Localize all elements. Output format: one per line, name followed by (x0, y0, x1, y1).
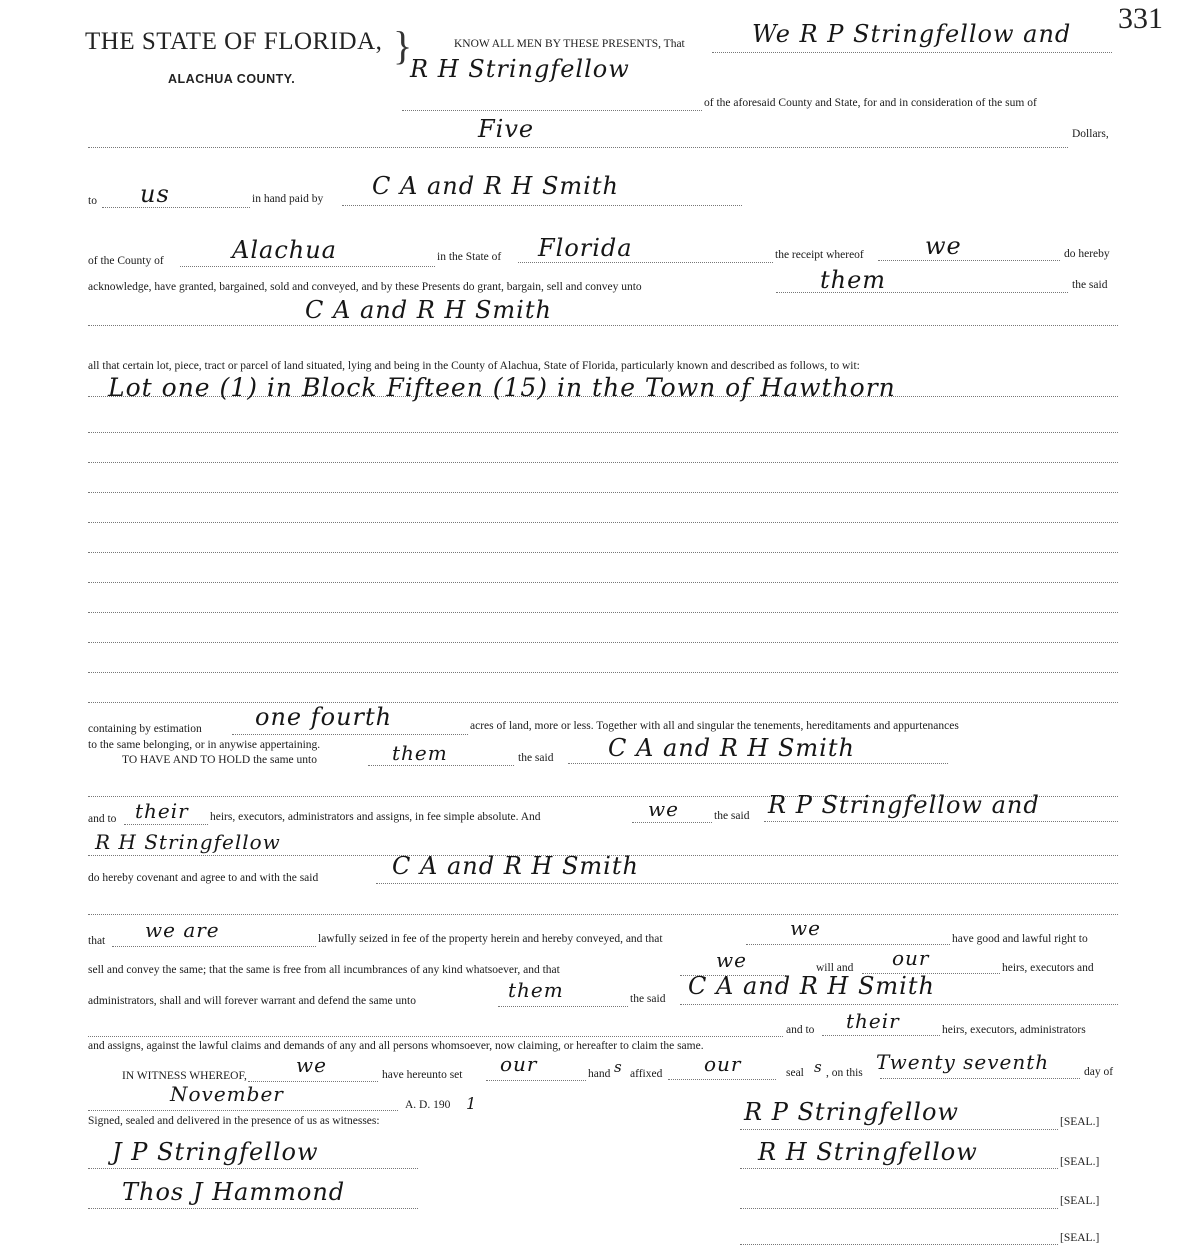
and-we-party: we (648, 797, 679, 821)
preamble: KNOW ALL MEN BY THESE PRESENTS, That (454, 38, 685, 50)
administrators-text: administrators, shall and will forever warrant and defend the same unto (88, 995, 416, 1007)
covenant-party: C A and R H Smith (392, 852, 639, 880)
our-party: our (892, 946, 930, 970)
paid-by-party: C A and R H Smith (372, 172, 619, 200)
that-will-party: we (716, 948, 747, 972)
dollars-label: Dollars, (1072, 128, 1109, 140)
paid-by-label: in hand paid by (252, 193, 324, 205)
warrant-said-party: C A and R H Smith (688, 972, 935, 1000)
witness-2: Thos J Hammond (122, 1178, 346, 1206)
said-grantors1: R P Stringfellow and (768, 791, 1040, 819)
on-this-label: , on this (826, 1067, 863, 1079)
to-have-text: TO HAVE AND TO HOLD the same unto (122, 754, 317, 766)
and-to-label: and to (88, 813, 117, 825)
day-value: Twenty seventh (876, 1050, 1050, 1074)
convey-unto-party: them (820, 266, 887, 294)
in-witness-text: IN WITNESS WHEREOF, (122, 1070, 247, 1082)
signature-1: R P Stringfellow (744, 1098, 959, 1126)
lawfully-seized-text: lawfully seized in fee of the property herein and hereby conveyed, and that (318, 933, 663, 945)
to-label: to (88, 195, 97, 207)
signature-2: R H Stringfellow (758, 1138, 978, 1166)
witness-we: we (296, 1053, 327, 1077)
to-party: us (140, 180, 170, 208)
state-value: Florida (538, 234, 633, 262)
county-title: ALACHUA COUNTY. (168, 72, 296, 86)
sell-convey-text: sell and convey the same; that the same is free from all incumbrances of any kind whatsoever, and that (88, 964, 560, 976)
seal-1: [SEAL.] (1060, 1116, 1100, 1128)
state-title: THE STATE OF FLORIDA, (85, 28, 383, 55)
receipt-party: we (925, 232, 962, 260)
county-label: of the County of (88, 255, 164, 267)
warrant-said-label: the said (630, 993, 666, 1005)
and-that-party: we (790, 916, 821, 940)
property-description: Lot one (1) in Block Fifteen (15) in the Town of Hawthorn (108, 373, 896, 402)
will-and-label: will and (816, 962, 854, 974)
that-we-are: we are (145, 918, 220, 942)
and-to-label-2: and to (786, 1024, 815, 1036)
heirs-exec-admin-text: heirs, executors, administrators (942, 1024, 1086, 1036)
witness-1: J P Stringfellow (112, 1138, 319, 1166)
acknowledge-text: acknowledge, have granted, bargained, sold and conveyed, and by these Presents do grant, bargain, sell and convey unto (88, 281, 642, 293)
heirs-exec-text: heirs, executors and (1002, 962, 1094, 974)
ad-label: A. D. 190 (405, 1099, 451, 1111)
description-intro: all that certain lot, piece, tract or parcel of land situated, lying and being in the County of Alachua, State of Florida, particularly known and described as follows, to wit: (88, 360, 860, 372)
county-value: Alachua (232, 236, 337, 264)
to-have-party: them (392, 741, 448, 765)
and-assigns-text: and assigns, against the lawful claims and demands of any and all persons whomsoever, now claiming, or hereafter to claim the same. (88, 1040, 704, 1052)
year-digit: 1 (466, 1094, 478, 1113)
sum-amount: Five (478, 115, 535, 143)
containing-label: containing by estimation (88, 723, 202, 735)
grantees-name: C A and R H Smith (305, 296, 552, 324)
seal-2: [SEAL.] (1060, 1156, 1100, 1168)
estimation-value: one fourth (255, 703, 393, 731)
day-of-label: day of (1084, 1066, 1114, 1078)
and-said-label: the said (714, 810, 750, 822)
seals-mark: s (814, 1058, 823, 1076)
seal-4: [SEAL.] (1060, 1232, 1100, 1244)
affixed-our: our (704, 1052, 742, 1076)
covenant-text: do hereby covenant and agree to and with the said (88, 872, 319, 884)
brace-symbol: } (393, 23, 413, 68)
page-number: 331 (1118, 2, 1163, 35)
seal-3: [SEAL.] (1060, 1195, 1100, 1207)
to-have-said-party: C A and R H Smith (608, 734, 855, 762)
month-value: November (170, 1082, 284, 1106)
said-grantors2: R H Stringfellow (95, 830, 281, 854)
have-good-text: have good and lawful right to (952, 933, 1088, 945)
receipt-label: the receipt whereof (775, 249, 864, 261)
to-have-said-label: the said (518, 752, 554, 764)
do-hereby-label: do hereby (1064, 248, 1110, 260)
grantors-line2: R H Stringfellow (410, 55, 630, 83)
state-label: in the State of (437, 251, 502, 263)
have-hereunto-text: have hereunto set (382, 1069, 463, 1081)
set-our: our (500, 1052, 538, 1076)
fee-simple-text: heirs, executors, administrators and assigns, in fee simple absolute. And (210, 811, 541, 823)
the-said-label: the said (1072, 279, 1108, 291)
and-to-their-party: their (846, 1009, 900, 1033)
warrant-unto-party: them (508, 978, 564, 1002)
hand-label: hand (588, 1068, 611, 1080)
acres-text: acres of land, more or less. Together with all and singular the tenements, hereditaments and appurtenances (470, 720, 959, 732)
that-label: that (88, 935, 106, 947)
signed-sealed-text: Signed, sealed and delivered in the presence of us as witnesses: (88, 1115, 380, 1127)
aforesaid-text: of the aforesaid County and State, for and in consideration of the sum of (704, 97, 1037, 109)
grantors-line1: We R P Stringfellow and (752, 20, 1072, 48)
hands-mark: s (614, 1058, 623, 1076)
and-to-party: their (135, 799, 189, 823)
appertaining-text: to the same belonging, or in anywise appertaining. (88, 739, 321, 751)
seal-label: seal (786, 1067, 804, 1079)
affixed-label: affixed (630, 1068, 663, 1080)
